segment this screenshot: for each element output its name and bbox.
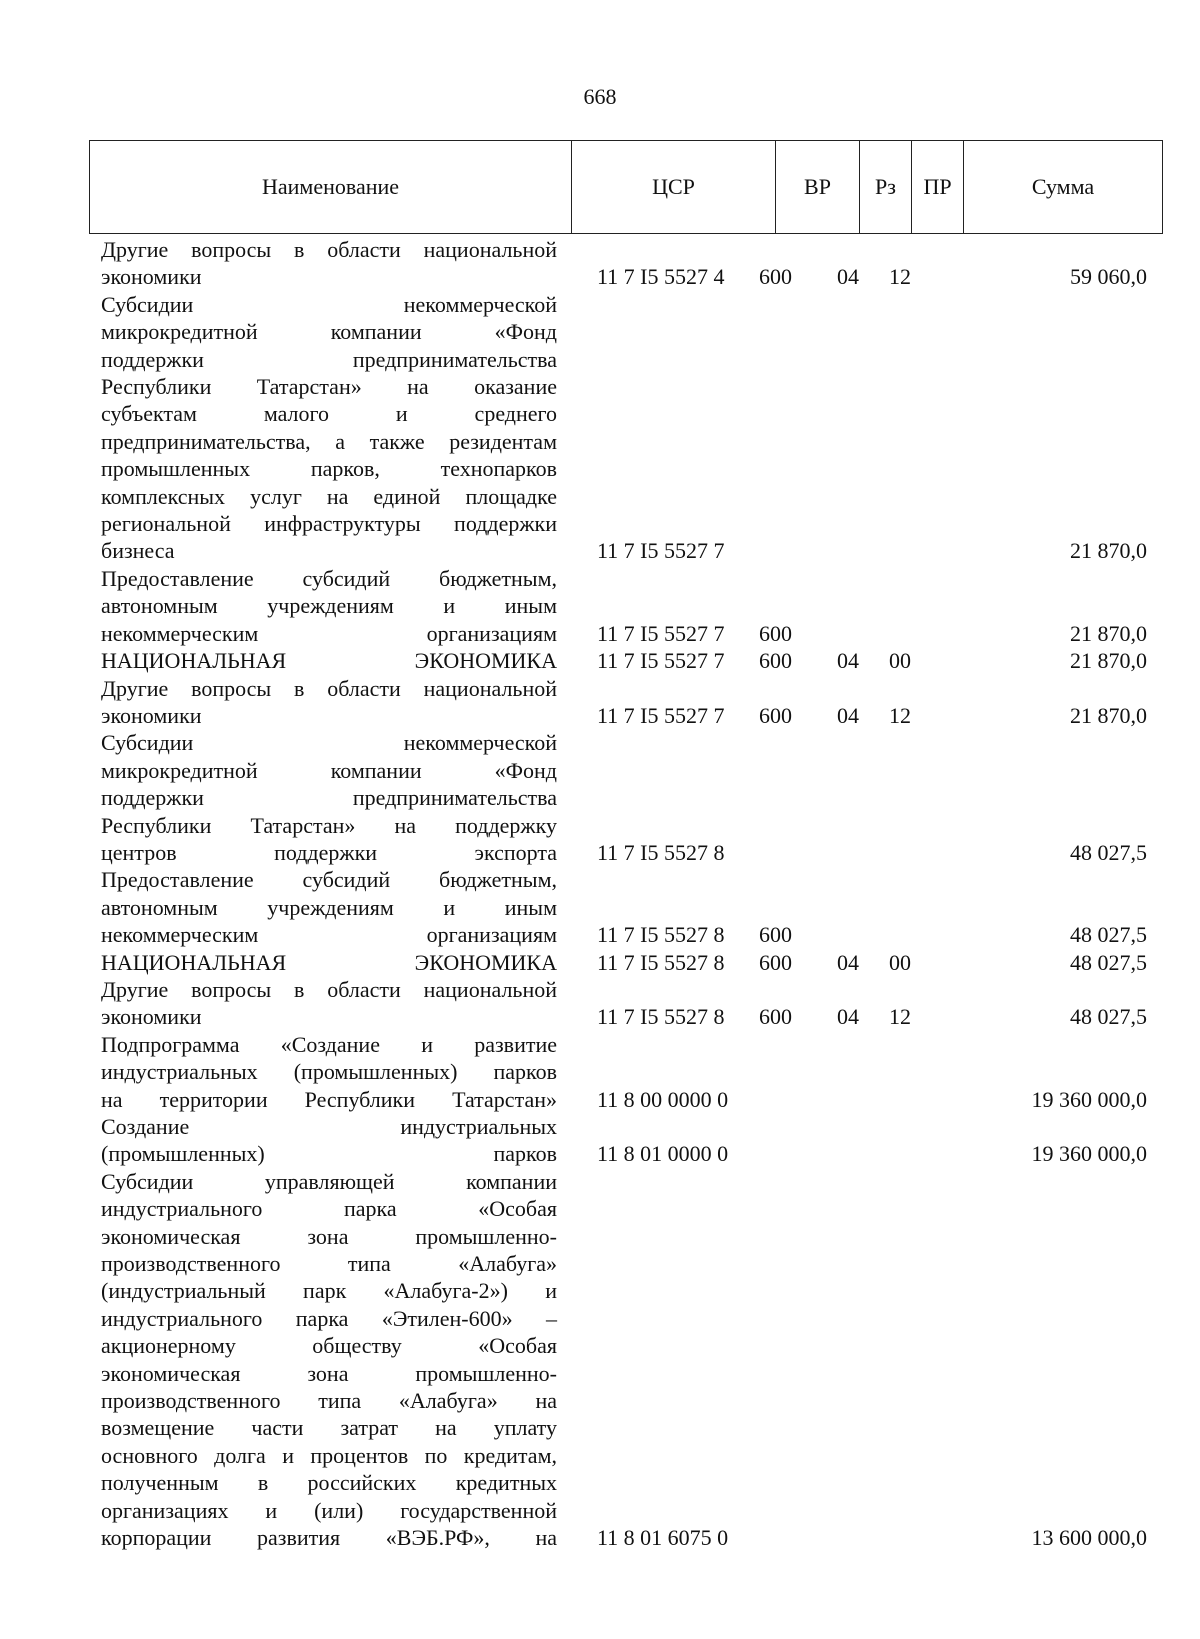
row-name-line: экономическая зона промышленно-: [101, 1223, 557, 1249]
row-name-line: (индустриальный парк «Алабуга-2») и: [101, 1278, 557, 1304]
row-name-line: региональной инфраструктуры поддержки: [101, 511, 557, 537]
row-name: [101, 1031, 557, 1113]
table-row: [0, 729, 1200, 866]
column-header-rz: Рз: [860, 141, 912, 234]
row-csr: 11 7 I5 5527 8: [597, 839, 725, 865]
column-header-name: Наименование: [90, 141, 572, 234]
row-name-line: Субсидии управляющей компании: [101, 1168, 557, 1194]
row-name-line: Подпрограмма «Создание и развитие: [101, 1031, 557, 1057]
row-name-line: Субсидии некоммерческой: [101, 291, 557, 317]
row-name-line: некоммерческим организациям: [101, 620, 557, 646]
row-name-line: Республики Татарстан» на оказание: [101, 374, 557, 400]
row-name-line: индустриальных (промышленных) парков: [101, 1059, 557, 1085]
row-name-line: Другие вопросы в области национальной: [101, 976, 557, 1002]
row-sum: 48 027,5: [1070, 839, 1147, 865]
row-vr: 600: [759, 648, 792, 674]
table-row: [0, 291, 1200, 565]
row-name-line: промышленных парков, технопарков: [101, 456, 557, 482]
row-name: [101, 866, 557, 948]
row-csr: 11 7 I5 5527 8: [597, 949, 725, 975]
row-csr: 11 7 I5 5527 7: [597, 702, 725, 728]
row-pr: 12: [889, 1004, 911, 1030]
row-vr: 600: [759, 949, 792, 975]
row-vr: 600: [759, 702, 792, 728]
row-name: [101, 949, 557, 976]
table-row: [0, 236, 1200, 291]
row-name-line: экономики: [101, 702, 202, 728]
column-header-pr: ПР: [912, 141, 964, 234]
row-name-line: индустриального парка «Этилен-600» –: [101, 1305, 557, 1331]
table-header: [89, 140, 1163, 234]
row-name-line: индустриального парка «Особая: [101, 1196, 557, 1222]
row-name-line: комплексных услуг на единой площадке: [101, 483, 557, 509]
row-sum: 19 360 000,0: [1031, 1141, 1147, 1167]
column-header-csr: ЦСР: [572, 141, 776, 234]
page-number: 668: [583, 84, 617, 109]
row-name-line: Республики Татарстан» на поддержку: [101, 812, 557, 838]
table-row: [0, 1168, 1200, 1552]
row-pr: 00: [889, 949, 911, 975]
row-name-line: Субсидии некоммерческой: [101, 730, 557, 756]
row-vr: 600: [759, 264, 792, 290]
row-name-line: Другие вопросы в области национальной: [101, 237, 557, 262]
row-vr: 600: [759, 1004, 792, 1030]
row-csr: 11 7 I5 5527 4: [597, 264, 725, 290]
row-name-line: Предоставление субсидий бюджетным,: [101, 867, 557, 893]
table-row: [0, 976, 1200, 1031]
table-row: [0, 565, 1200, 647]
row-pr: 12: [889, 264, 911, 290]
row-name: [101, 1168, 557, 1552]
row-rz: 04: [837, 1004, 859, 1030]
row-name-line: микрокредитной компании «Фонд: [101, 319, 557, 345]
row-name-line: корпорации развития «ВЭБ.РФ», на: [101, 1525, 557, 1551]
row-name: [101, 976, 557, 1031]
row-name-line: Другие вопросы в области национальной: [101, 675, 557, 701]
row-rz: 04: [837, 648, 859, 674]
row-sum: 48 027,5: [1070, 949, 1147, 975]
row-pr: 00: [889, 648, 911, 674]
row-name: [101, 565, 557, 647]
row-csr: 11 7 I5 5527 8: [597, 1004, 725, 1030]
row-name: [101, 647, 557, 674]
row-sum: 48 027,5: [1070, 1004, 1147, 1030]
row-name-line: поддержки предпринимательства: [101, 346, 557, 372]
row-rz: 04: [837, 264, 859, 290]
table-row: [0, 675, 1200, 730]
row-name: [101, 675, 557, 730]
row-name-line: бизнеса: [101, 538, 175, 564]
row-csr: 11 8 01 6075 0: [597, 1525, 729, 1551]
table-body: [0, 236, 1200, 1552]
row-name-line: акционерному обществу «Особая: [101, 1333, 557, 1359]
row-sum: 21 870,0: [1070, 620, 1147, 646]
column-header-sum: Сумма: [964, 141, 1163, 234]
row-name-line: (промышленных) парков: [101, 1141, 557, 1167]
row-name-line: микрокредитной компании «Фонд: [101, 757, 557, 783]
row-name-line: на территории Республики Татарстан»: [101, 1086, 557, 1112]
column-header-vr: ВР: [776, 141, 860, 234]
table-row: [0, 1113, 1200, 1168]
row-sum: 21 870,0: [1070, 702, 1147, 728]
row-name-line: НАЦИОНАЛЬНАЯ ЭКОНОМИКА: [101, 648, 557, 674]
table-row: [0, 866, 1200, 948]
row-sum: 19 360 000,0: [1031, 1086, 1147, 1112]
row-csr: 11 7 I5 5527 7: [597, 648, 725, 674]
row-name-line: поддержки предпринимательства: [101, 785, 557, 811]
row-name-line: экономическая зона промышленно-: [101, 1360, 557, 1386]
table-row: [0, 949, 1200, 976]
row-name-line: центров поддержки экспорта: [101, 839, 557, 865]
row-rz: 04: [837, 702, 859, 728]
row-sum: 21 870,0: [1070, 538, 1147, 564]
row-csr: 11 7 I5 5527 7: [597, 538, 725, 564]
row-sum: 21 870,0: [1070, 648, 1147, 674]
row-name: [101, 291, 557, 565]
row-name-line: экономики: [101, 1004, 202, 1030]
row-name-line: основного долга и процентов по кредитам,: [101, 1442, 557, 1468]
row-vr: 600: [759, 922, 792, 948]
row-name: [101, 236, 557, 291]
row-name-line: Предоставление субсидий бюджетным,: [101, 565, 557, 591]
row-name-line: экономики: [101, 264, 202, 290]
row-name-line: организациях и (или) государственной: [101, 1497, 557, 1523]
row-name-line: автономным учреждениям и иным: [101, 593, 557, 619]
row-name-line: некоммерческим организациям: [101, 922, 557, 948]
row-sum: 59 060,0: [1070, 264, 1147, 290]
row-name-line: автономным учреждениям и иным: [101, 894, 557, 920]
row-name-line: полученным в российских кредитных: [101, 1470, 557, 1496]
row-name-line: производственного типа «Алабуга» на: [101, 1388, 557, 1414]
row-csr: 11 7 I5 5527 7: [597, 620, 725, 646]
row-name-line: возмещение части затрат на уплату: [101, 1415, 557, 1441]
row-name-line: производственного типа «Алабуга»: [101, 1251, 557, 1277]
row-name: [101, 1113, 557, 1168]
row-rz: 04: [837, 949, 859, 975]
row-sum: 13 600 000,0: [1031, 1525, 1147, 1551]
row-name-line: Создание индустриальных: [101, 1114, 557, 1139]
row-csr: 11 7 I5 5527 8: [597, 922, 725, 948]
row-csr: 11 8 01 0000 0: [597, 1141, 729, 1167]
table-row: [0, 1031, 1200, 1113]
row-name-line: субъектам малого и среднего: [101, 401, 557, 427]
table-row: [0, 647, 1200, 674]
row-name: [101, 729, 557, 866]
row-name-line: предпринимательства, а также резидентам: [101, 428, 557, 454]
row-vr: 600: [759, 620, 792, 646]
row-csr: 11 8 00 0000 0: [597, 1086, 729, 1112]
row-pr: 12: [889, 702, 911, 728]
row-name-line: НАЦИОНАЛЬНАЯ ЭКОНОМИКА: [101, 949, 557, 975]
row-sum: 48 027,5: [1070, 922, 1147, 948]
